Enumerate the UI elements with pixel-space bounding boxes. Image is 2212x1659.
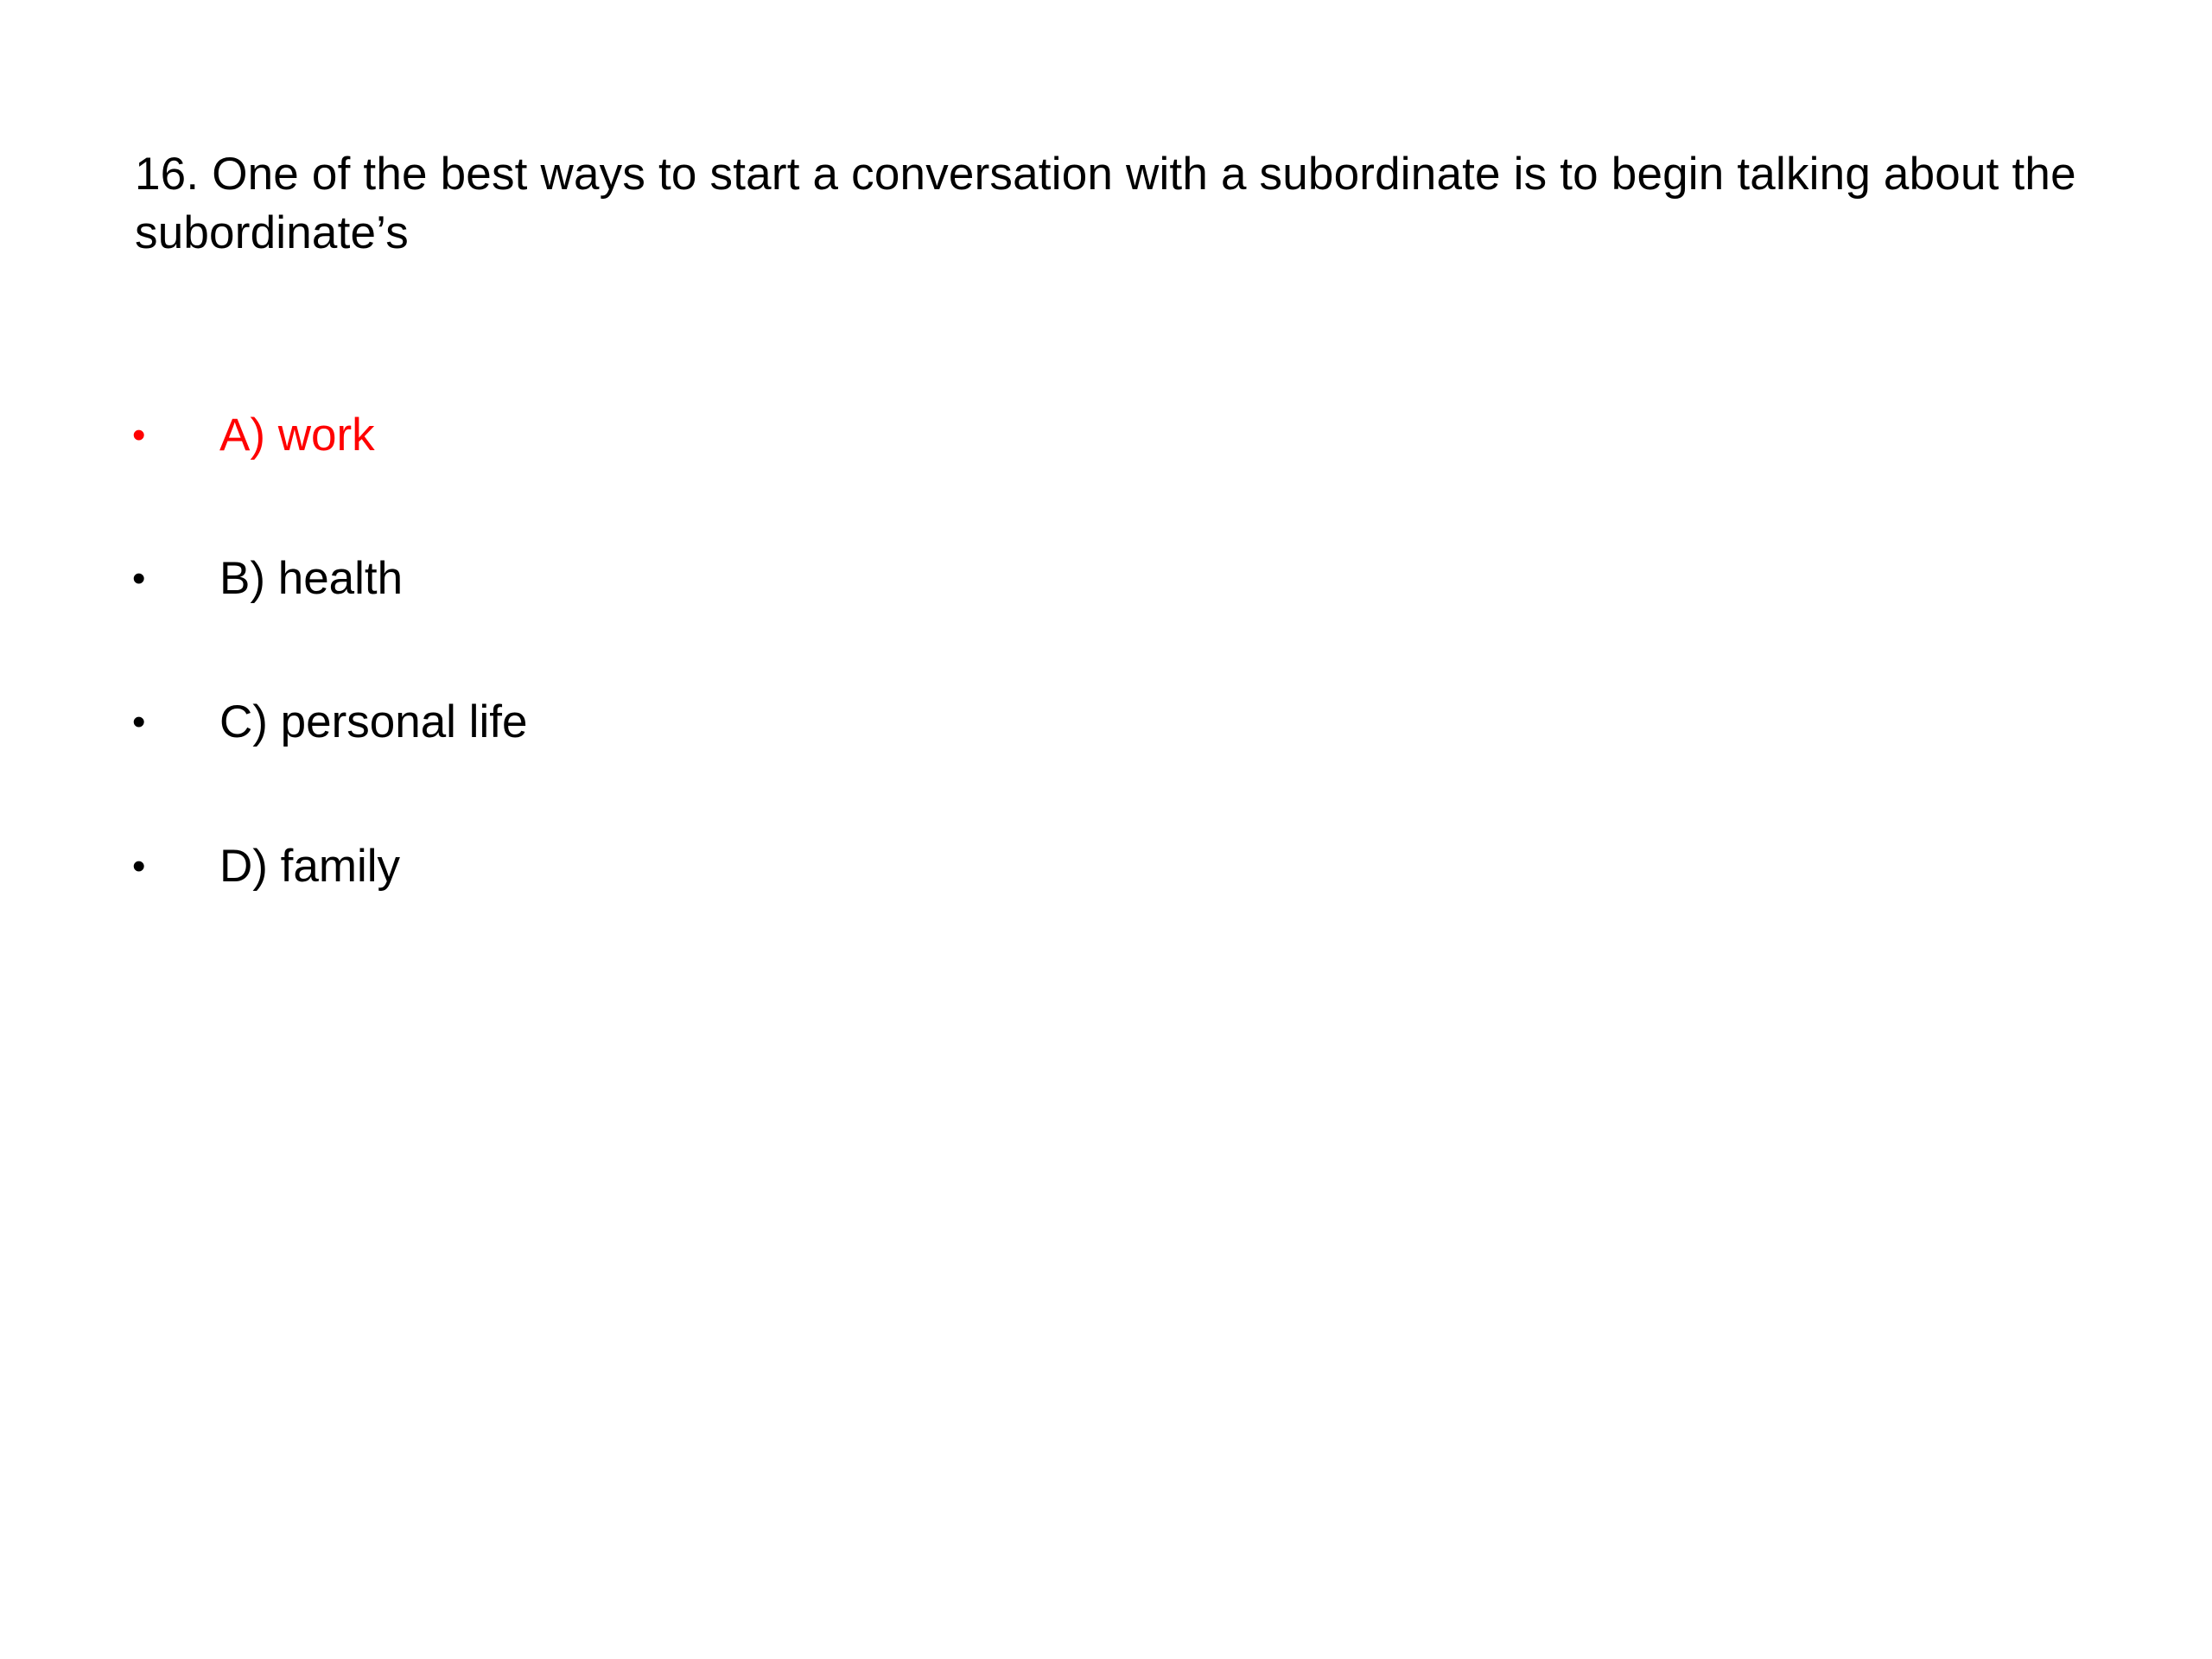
bullet-icon: • bbox=[132, 557, 146, 600]
answer-option-label: C) personal life bbox=[219, 696, 528, 747]
answer-option-label: A) work bbox=[219, 410, 375, 461]
bullet-icon: • bbox=[132, 845, 146, 887]
answer-option-label: B) health bbox=[219, 553, 404, 604]
bullet-icon: • bbox=[132, 701, 146, 743]
bullet-icon: • bbox=[132, 414, 146, 456]
answer-option-label: D) family bbox=[219, 841, 401, 892]
question-text: 16. One of the best ways to start a conversation with a subordinate is to begin talking about the subordinate’s bbox=[135, 149, 2076, 258]
